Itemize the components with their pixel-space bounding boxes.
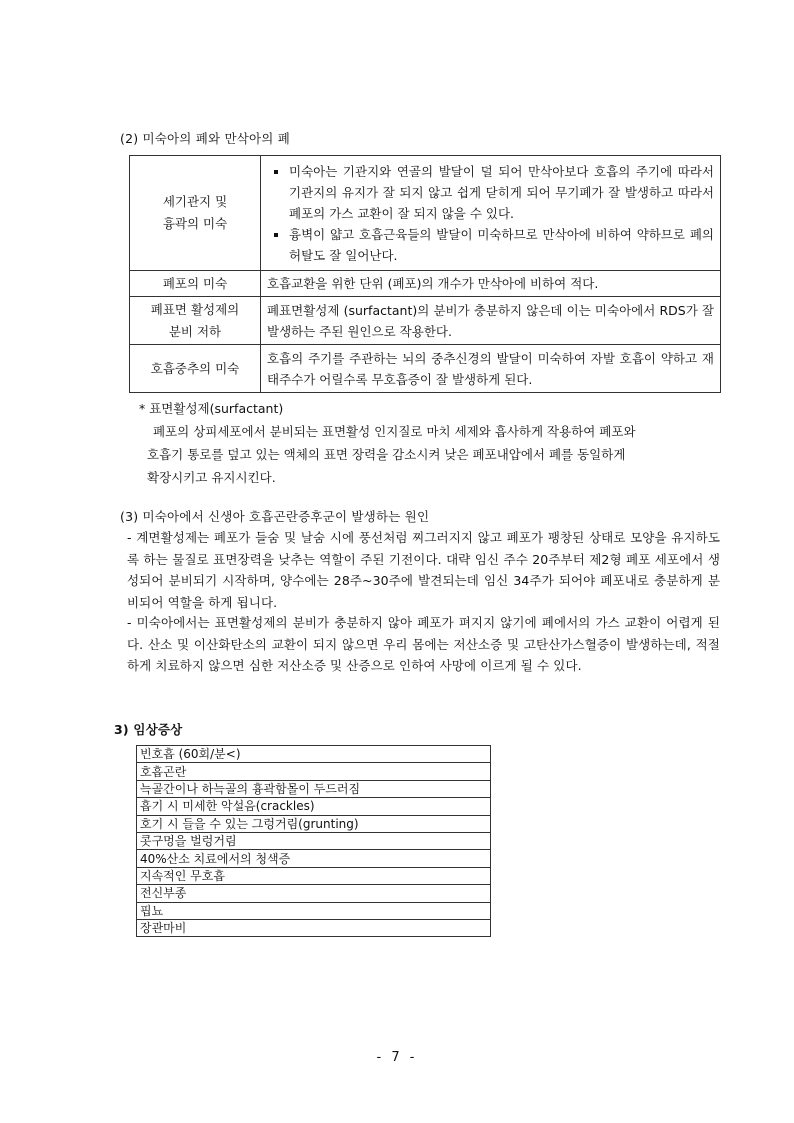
page-number: - 7 -	[376, 1050, 418, 1065]
immature-lung-table	[129, 155, 721, 393]
row-label	[130, 156, 261, 271]
table-row	[137, 902, 491, 919]
section-3-title: (3) 미숙아에서 신생아 호흡곤란증후군이 발생하는 원인	[120, 509, 430, 524]
section-3-paragraph-2: - 미숙아에서는 표면활성제의 분비가 충분하지 않아 폐포가 펴지지 않기에 폐에서의 가스 교환이 어렵게 된다. 산소 및 이산화탄소의 교환이 되지 않으면 우리 몸에는 저산소증 및 고탄산가스혈증이 발생하는데, 적절하게 치료하지 않으면 심한 저산소증 및 산증으로 인하여 사망에 이르게 될 수 있다.	[127, 615, 720, 673]
row-label	[130, 271, 261, 297]
table-row	[137, 850, 491, 867]
table-row	[137, 780, 491, 797]
section-clinical-title: 3) 임상증상	[114, 722, 183, 737]
row-label-line: 호흡중추의 미숙	[150, 360, 240, 376]
symptom-cell: 흡기 시 미세한 악설음(crackles)	[137, 798, 491, 815]
row-value: 폐표면활성제 (surfactant)의 분비가 충분하지 않은데 이는 미숙아에서 RDS가 잘 발생하는 주된 원인으로 작용한다.	[261, 297, 721, 345]
table-row	[137, 885, 491, 902]
symptom-cell: 전신부종	[137, 885, 491, 902]
symptom-cell: 늑골간이나 하늑골의 흉곽함몰이 두드러짐	[137, 780, 491, 797]
table-row	[137, 815, 491, 832]
surfactant-note-body	[147, 420, 722, 489]
symptom-cell: 40%산소 치료에서의 청색증	[137, 850, 491, 867]
symptom-cell: 콧구멍을 벌렁거림	[137, 832, 491, 849]
row-label-line: 세기관지 및	[162, 194, 228, 209]
symptom-cell: 호흡곤란	[137, 763, 491, 780]
row-label	[130, 297, 261, 345]
section-2-title: (2) 미숙아의 폐와 만삭아의 폐	[120, 131, 291, 146]
surfactant-note-heading: * 표면활성제(surfactant)	[139, 401, 284, 416]
bullet-list	[267, 161, 714, 266]
section-3-paragraph-1: - 계면활성제는 폐포가 들숨 및 날숨 시에 풍선처럼 찌그러지지 않고 폐포가 팽창된 상태로 모양을 유지하도록 하는 물질로 표면장력을 낮추는 역할이 주된 기전이다. 대략 임신 주수 20주부터 제2형 폐포 세포에서 생성되어 분비되기 시작하며, 양수에는 28주~30주에 발견되는데 임신 34주가 되어야 폐포내로 충분하게 분비되어 역할을 하게 됩니다.	[127, 530, 720, 610]
table-row	[130, 271, 721, 297]
row-value: 호흡교환을 위한 단위 (폐포)의 개수가 만삭아에 비하여 적다.	[261, 271, 721, 297]
list-item: 미숙아는 기관지와 연골의 발달이 덜 되어 만삭아보다 호흡의 주기에 따라서 기관지의 유지가 잘 되지 않고 쉽게 닫히게 되어 무기폐가 잘 발생하고 따라서 폐포의 가스 교환이 잘 되지 않을 수 있다.	[289, 161, 714, 224]
table-row	[137, 832, 491, 849]
symptom-cell: 빈호흡 (60회/분<)	[137, 746, 491, 763]
note-line: 폐포의 상피세포에서 분비되는 표면활성 인지질로 마치 세제와 흡사하게 작용하여 폐포와	[153, 424, 636, 439]
list-item: 흉벽이 얇고 호흡근육들의 발달이 미숙하므로 만삭아에 비하여 약하므로 폐의 허탈도 잘 일어난다.	[289, 224, 714, 266]
row-value: 호흡의 주기를 주관하는 뇌의 중추신경의 발달이 미숙하여 자발 호흡이 약하고 재태주수가 어릴수록 무호흡증이 잘 발생하게 된다.	[261, 345, 721, 393]
symptom-cell: 호기 시 들을 수 있는 그렁거림(grunting)	[137, 815, 491, 832]
note-line: 확장시키고 유지시킨다.	[147, 470, 276, 485]
symptom-cell: 지속적인 무호흡	[137, 867, 491, 884]
symptom-table	[136, 745, 491, 937]
row-label	[130, 345, 261, 393]
table-row	[137, 746, 491, 763]
row-value	[261, 156, 721, 271]
table-row	[130, 297, 721, 345]
symptom-cell: 핍뇨	[137, 902, 491, 919]
note-line: 호흡기 통로를 덮고 있는 액체의 표면 장력을 감소시켜 낮은 폐포내압에서 폐를 동일하게	[147, 447, 626, 462]
row-label-line: 흉곽의 미숙	[162, 216, 228, 231]
table-row	[130, 345, 721, 393]
table-row	[137, 763, 491, 780]
table-row	[137, 919, 491, 936]
table-row	[137, 867, 491, 884]
table-row	[137, 798, 491, 815]
symptom-cell: 장관마비	[137, 919, 491, 936]
row-label-line: 폐표면 활성제의	[150, 301, 240, 317]
table-row	[130, 156, 721, 271]
row-label-line: 폐포의 미숙	[162, 275, 228, 291]
row-label-line: 분비 저하	[168, 323, 222, 339]
